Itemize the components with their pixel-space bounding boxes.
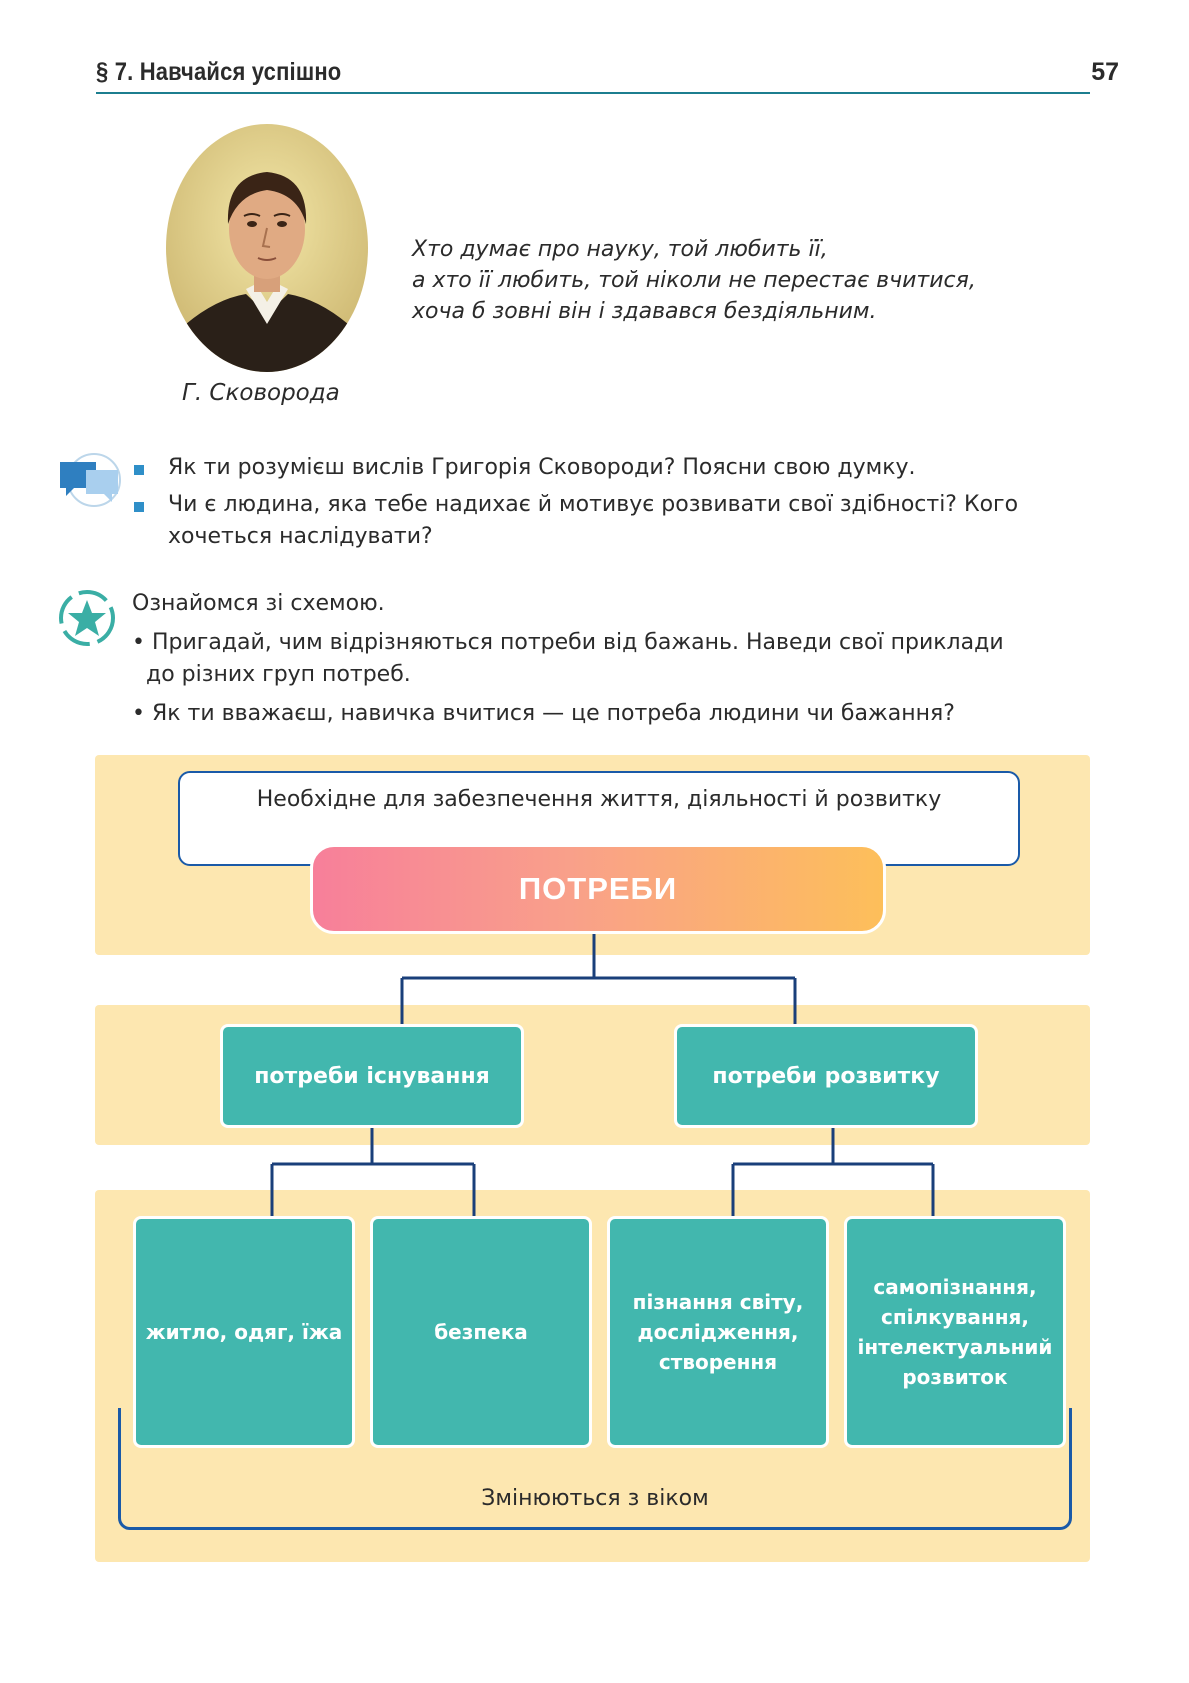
branch-existence: потреби існування [220, 1024, 524, 1128]
leaf-line: пізнання світу, [632, 1290, 804, 1314]
leaf-line: самопізнання, [873, 1275, 1037, 1299]
task-item-2: • Як ти вважаєш, навичка вчитися — це потреба людини чи бажання? [132, 701, 955, 726]
leaf-line: створення [658, 1350, 778, 1374]
leaf-line: інтелектуальний [857, 1335, 1053, 1359]
quote-line: а хто її любить, той ніколи не перестає вчитися, [412, 268, 976, 293]
portrait-caption: Г. Сковорода [182, 380, 340, 406]
page-number: 57 [1091, 58, 1119, 86]
section-title: § 7. Навчайся успішно [96, 58, 342, 86]
age-change-text: Змінюються з віком [481, 1486, 709, 1511]
leaf-line: спілкування, [880, 1305, 1029, 1329]
leaf-housing-clothing-food [133, 1216, 355, 1448]
definition-text: Необхідне для забезпечення життя, діяльності й розвитку [256, 787, 942, 812]
task-item-1-line-1: • Пригадай, чим відрізняються потреби від бажань. Наведи свої приклади [132, 630, 1004, 655]
task-intro: Ознайомся зі схемою. [132, 591, 385, 616]
leaf-world-cognition [607, 1216, 829, 1448]
quote-line: Хто думає про науку, той любить її, [412, 237, 828, 262]
question-1: Як ти розумієш вислів Григорія Сковороди? Поясни свою думку. [168, 455, 916, 480]
question-2-line-2: хочеться наслідувати? [168, 524, 433, 549]
question-2-line-1: Чи є людина, яка тебе надихає й мотивує розвивати свої здібності? Кого [168, 492, 1019, 517]
leaf-safety [370, 1216, 592, 1448]
leaf-line: розвиток [902, 1365, 1008, 1389]
leaf-line: безпека [434, 1320, 528, 1344]
leaf-line: дослідження, [637, 1320, 799, 1344]
leaf-self-knowledge [844, 1216, 1066, 1448]
quote-line: хоча б зовні він і здавався бездіяльним. [412, 299, 877, 324]
branch-development: потреби розвитку [674, 1024, 978, 1128]
leaf-line: житло, одяг, їжа [145, 1320, 343, 1344]
task-item-1-line-2: до різних груп потреб. [146, 662, 411, 687]
root-node: ПОТРЕБИ [310, 844, 886, 934]
